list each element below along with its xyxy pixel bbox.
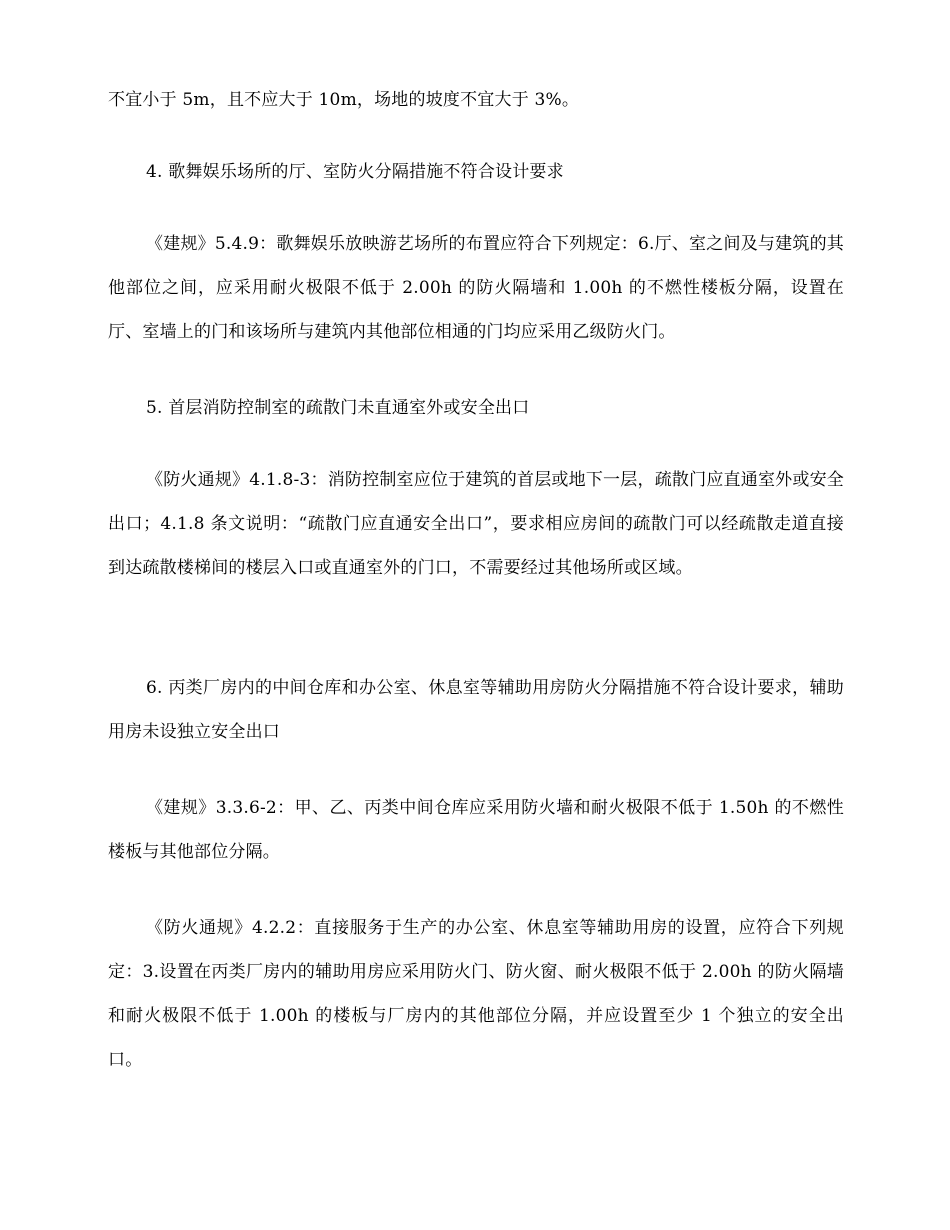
item-5-heading: 5. 首层消防控制室的疏散门未直通室外或安全出口 bbox=[146, 398, 530, 418]
item-4-regulation-text: 《建规》5.4.9：歌舞娱乐放映游艺场所的布置应符合下列规定：6.厅、室之间及与建筑的其他部位之间，应采用耐火极限不低于 2.00h 的防火隔墙和 1.00h 的不燃性楼板分隔，设置在厅、室墙上的门和该场所与建筑内其他部位相通的门均应采用乙级防火门。 bbox=[108, 234, 844, 342]
item-6-heading: 6. 丙类厂房内的中间仓库和办公室、休息室等辅助用房防火分隔措施不符合设计要求，辅助用房未设独立安全出口 bbox=[108, 678, 844, 742]
item-6-regulation-text-1: 《建规》3.3.6-2：甲、乙、丙类中间仓库应采用防火墙和耐火极限不低于 1.50h 的不燃性楼板与其他部位分隔。 bbox=[108, 798, 844, 862]
item-6-regulation-text-2: 《防火通规》4.2.2：直接服务于生产的办公室、休息室等辅助用房的设置，应符合下列规定：3.设置在丙类厂房内的辅助用房应采用防火门、防火窗、耐火极限不低于 2.00h 的防火隔墙和耐火极限不低于 1.00h 的楼板与厂房内的其他部位分隔，并应设置至少 1 个独立的安全出口。 bbox=[108, 918, 844, 1070]
item-4-heading: 4. 歌舞娱乐场所的厅、室防火分隔措施不符合设计要求 bbox=[146, 162, 564, 182]
paragraph-continuation: 不宜小于 5m，且不应大于 10m，场地的坡度不宜大于 3%。 bbox=[108, 90, 580, 110]
item-5-regulation-text: 《防火通规》4.1.8-3：消防控制室应位于建筑的首层或地下一层，疏散门应直通室外或安全出口；4.1.8 条文说明：“疏散门应直通安全出口”，要求相应房间的疏散门可以经疏散走道直接到达疏散楼梯间的楼层入口或直通室外的门口，不需要经过其他场所或区域。 bbox=[108, 470, 844, 578]
